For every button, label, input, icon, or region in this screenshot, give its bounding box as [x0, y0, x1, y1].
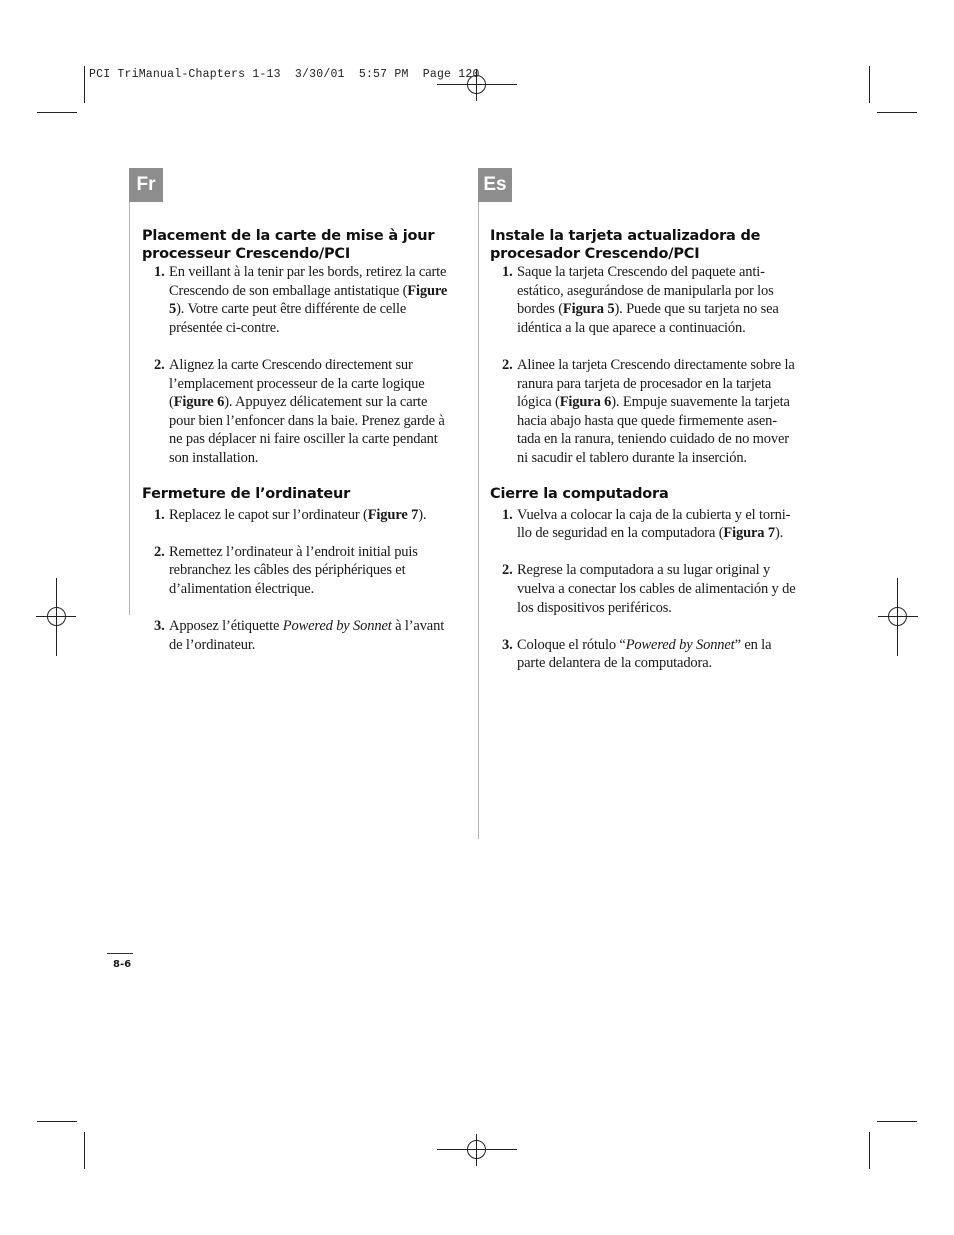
step-item	[142, 263, 452, 337]
section-title: Fermeture de l’ordinateur	[142, 485, 351, 502]
step-list	[490, 506, 800, 673]
step-list	[490, 263, 800, 468]
step-text: Regrese la computadora a su lugar original y vuelva a conectar los cables de alimentación y de los dispositivos periféricos.	[517, 562, 796, 616]
column-rule-left	[129, 202, 130, 615]
step-number: 2 .	[502, 561, 513, 580]
crop-mark	[37, 1121, 77, 1122]
section-title: Placement de la carte de mise à jour processeur Crescendo/PCI	[142, 228, 435, 262]
crop-mark	[84, 1132, 85, 1169]
crop-mark	[877, 1121, 917, 1122]
french-column	[142, 227, 452, 654]
step-text: Remettez l’ordinateur à l’endroit initial puis rebranchez les câbles des périphériques et d’alimentation électrique.	[169, 543, 418, 597]
spanish-column	[490, 227, 800, 673]
step-text: En veillant à la tenir par les bords, retirez la carte Crescendo de son emballage antistatique (Figure 5). Votre carte peut être différente de celle présentée ci-contre.	[169, 264, 448, 336]
step-text: Alignez la carte Crescendo directement sur l’emplacement processeur de la carte logique (Figure 6). Appuyez délicatement sur la carte pour bien l’enfoncer dans la baie. Prenez garde à ne pas déplacer ni faire osciller la carte pendant son installation.	[169, 356, 445, 466]
step-item	[142, 506, 452, 525]
figure-reference: Figura 5	[562, 301, 615, 318]
step-text: Coloque el rótulo “Powered by Sonnet” en la parte delantera de la computadora.	[517, 636, 772, 672]
step-list	[142, 506, 452, 655]
crop-mark	[84, 66, 85, 103]
product-name: Powered by Sonnet	[625, 636, 735, 653]
folio-rule	[107, 953, 133, 954]
step-number: 1 .	[502, 263, 513, 282]
registration-mark-top-icon	[437, 65, 517, 105]
step-text: Saque la tarjeta Crescendo del paquete anti-estático, asegurándose de manipularla por los bordes (Figura 5). Puede que su tarjeta no sea idéntica a la que aparece a continuación.	[517, 264, 779, 336]
step-text: Apposez l’étiquette Powered by Sonnet à l’avant de l’ordinateur.	[169, 618, 445, 653]
language-tab-spanish: Es	[478, 168, 512, 202]
section-title: Cierre la computadora	[490, 485, 669, 502]
crop-mark	[869, 1132, 870, 1169]
figure-reference: Figure 6	[173, 394, 225, 411]
step-item	[142, 356, 452, 468]
step-number: 1 .	[154, 506, 165, 525]
column-rule-right	[478, 202, 479, 839]
language-tab-french: Fr	[129, 168, 163, 202]
step-item	[142, 617, 452, 654]
step-item	[490, 506, 800, 543]
registration-mark-left-icon	[36, 578, 76, 656]
step-item	[490, 561, 800, 617]
step-text: Vuelva a colocar la caja de la cubierta y el torni-llo de seguridad en la computadora (Figura 7).	[517, 506, 791, 542]
registration-mark-bottom-icon	[437, 1130, 517, 1170]
step-number: 1 .	[154, 263, 165, 282]
page-number: 8-6	[113, 959, 132, 970]
step-number: 3 .	[154, 617, 165, 636]
figure-reference: Figura 7	[723, 525, 775, 542]
step-number: 3 .	[502, 636, 513, 655]
crop-mark	[877, 112, 917, 113]
step-item	[490, 636, 800, 673]
step-item	[490, 356, 800, 468]
crop-mark	[37, 112, 77, 113]
step-text: Alinee la tarjeta Crescendo directamente sobre la ranura para tarjeta de procesador en la tarjeta lógica (Figura 6). Empuje suavemente la tarjeta hacia abajo hasta que quede firmemente asen-tada en la ranura, teniendo cuidado de no mover ni sacudir el tablero durante la inserción.	[517, 356, 795, 466]
figure-reference: Figure 5	[169, 282, 448, 318]
step-number: 1 .	[502, 506, 513, 525]
step-item	[490, 263, 800, 337]
step-item	[142, 543, 452, 599]
figure-reference: Figura 6	[559, 394, 612, 411]
printer-slug: PCI TriManual-Chapters 1-13 3/30/01 5:57 PM Page 120	[89, 68, 480, 81]
step-number: 2 .	[154, 543, 165, 562]
step-text: Replacez le capot sur l’ordinateur (Figure 7).	[169, 506, 427, 523]
product-name: Powered by Sonnet	[282, 618, 392, 635]
registration-mark-right-icon	[878, 578, 918, 656]
crop-mark	[869, 66, 870, 103]
step-number: 2 .	[154, 356, 165, 375]
step-list	[142, 263, 452, 468]
section-title: Instale la tarjeta actualizadora de procesador Crescendo/PCI	[490, 228, 761, 262]
figure-reference: Figure 7	[367, 506, 419, 523]
step-number: 2 .	[502, 356, 513, 375]
